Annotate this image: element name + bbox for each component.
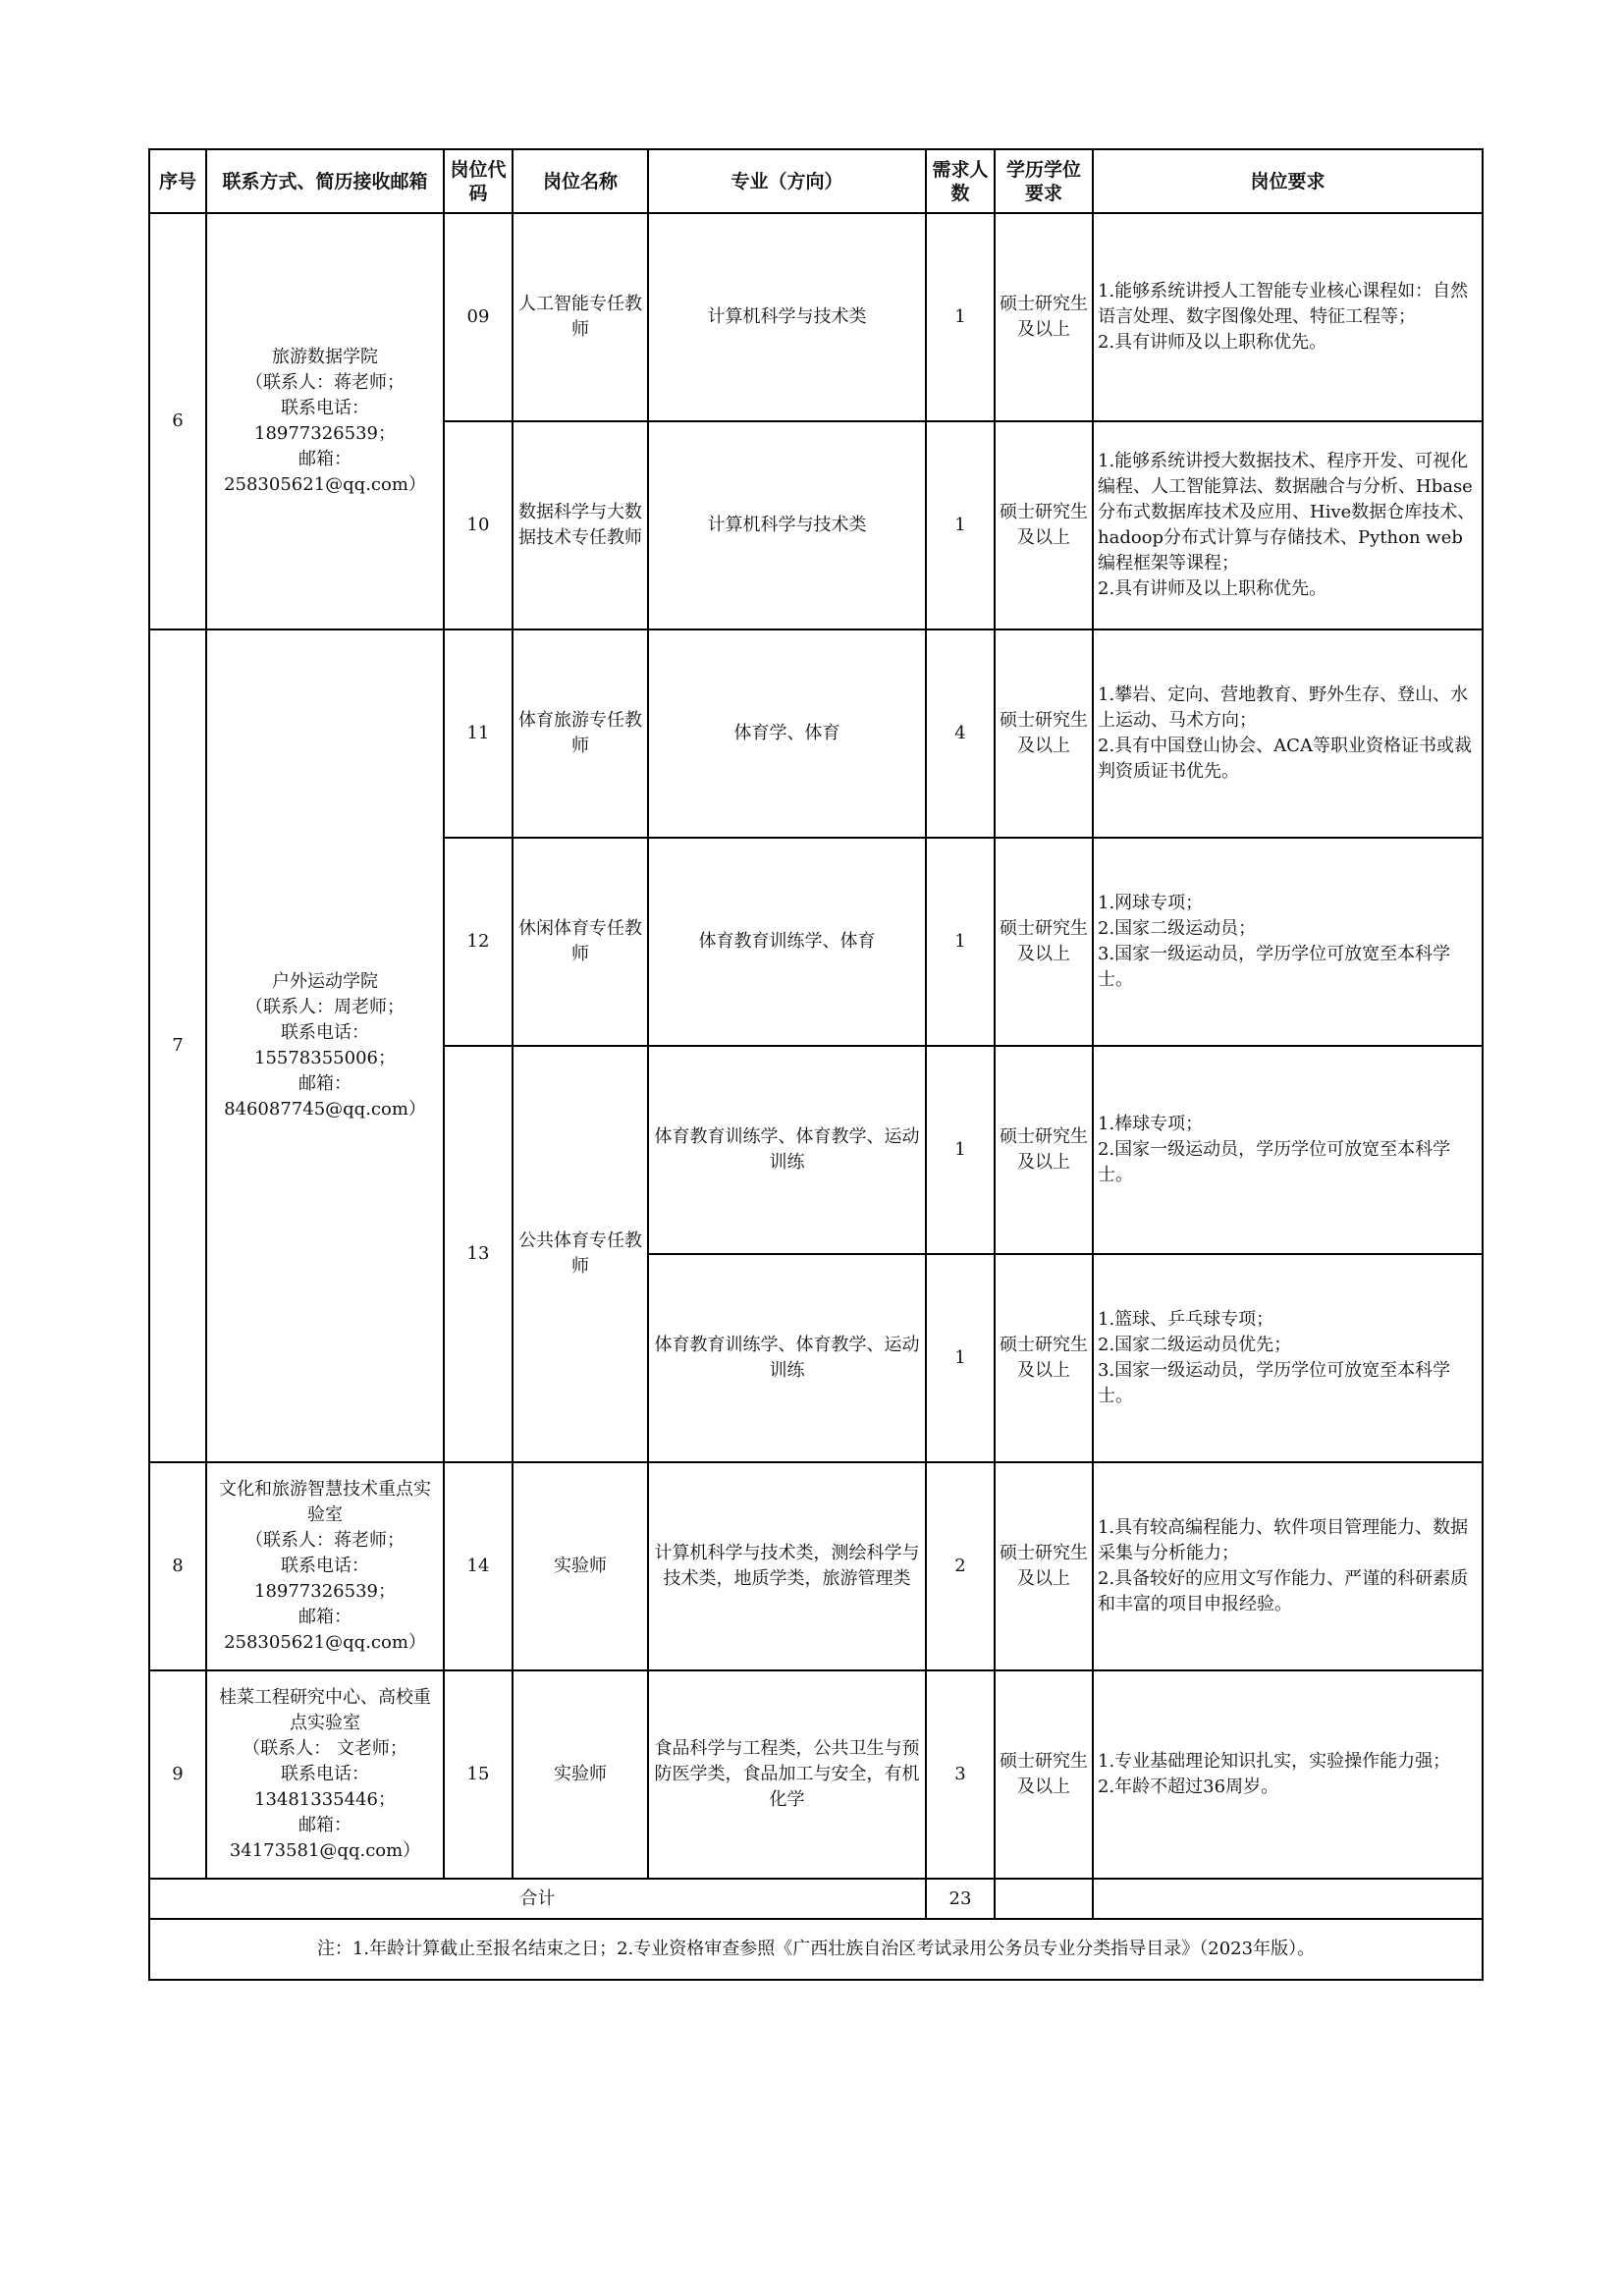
count-cell: 4 [926, 629, 995, 838]
table-row [149, 1462, 1483, 1670]
major-cell: 计算机科学与技术类 [648, 213, 926, 421]
requirements-cell: 1.篮球、乒乓球专项； 2.国家二级运动员优先； 3.国家一级运动员，学历学位可放宽至本科学士。 [1093, 1254, 1483, 1462]
contact-cell: 旅游数据学院 （联系人：蒋老师； 联系电话： 18977326539； 邮箱： 258305621@qq.com） [206, 213, 444, 629]
edu-cell: 硕士研究生及以上 [995, 421, 1093, 629]
requirements-cell: 1.能够系统讲授大数据技术、程序开发、可视化编程、人工智能算法、数据融合与分析、Hbase分布式数据库技术及应用、Hive数据仓库技术、hadoop分布式计算与存储技术、Python web编程框架等课程； 2.具有讲师及以上职称优先。 [1093, 421, 1483, 629]
edu-cell: 硕士研究生及以上 [995, 629, 1093, 838]
header-count: 需求人数 [926, 149, 995, 213]
major-cell: 计算机科学与技术类，测绘科学与技术类，地质学类，旅游管理类 [648, 1462, 926, 1670]
position-name-cell: 实验师 [513, 1670, 648, 1879]
note-row [149, 1919, 1483, 1980]
code-cell: 11 [444, 629, 513, 838]
header-major: 专业（方向） [648, 149, 926, 213]
requirements-cell: 1.攀岩、定向、营地教育、野外生存、登山、水上运动、马术方向； 2.具有中国登山协会、ACA等职业资格证书或裁判资质证书优先。 [1093, 629, 1483, 838]
contact-cell: 户外运动学院 （联系人：周老师； 联系电话： 15578355006； 邮箱： 846087745@qq.com） [206, 629, 444, 1462]
code-cell: 10 [444, 421, 513, 629]
total-label: 合计 [149, 1879, 926, 1919]
count-cell: 1 [926, 213, 995, 421]
table-row [149, 213, 1483, 421]
header-edu: 学历学位要求 [995, 149, 1093, 213]
contact-cell: 文化和旅游智慧技术重点实验室 （联系人：蒋老师； 联系电话： 18977326539； 邮箱： 258305621@qq.com） [206, 1462, 444, 1670]
position-name-cell: 公共体育专任教师 [513, 1046, 648, 1462]
count-cell: 1 [926, 421, 995, 629]
position-name-cell: 体育旅游专任教师 [513, 629, 648, 838]
edu-cell: 硕士研究生及以上 [995, 213, 1093, 421]
major-cell: 食品科学与工程类，公共卫生与预防医学类，食品加工与安全，有机化学 [648, 1670, 926, 1879]
seq-cell: 6 [149, 213, 206, 629]
header-code: 岗位代码 [444, 149, 513, 213]
header-contact: 联系方式、简历接收邮箱 [206, 149, 444, 213]
total-count: 23 [926, 1879, 995, 1919]
requirements-cell: 1.具有较高编程能力、软件项目管理能力、数据采集与分析能力； 2.具备较好的应用文写作能力、严谨的科研素质和丰富的项目申报经验。 [1093, 1462, 1483, 1670]
position-name-cell: 休闲体育专任教师 [513, 838, 648, 1046]
edu-cell: 硕士研究生及以上 [995, 1254, 1093, 1462]
count-cell: 2 [926, 1462, 995, 1670]
recruitment-table [148, 148, 1484, 1981]
position-name-cell: 实验师 [513, 1462, 648, 1670]
total-row [149, 1879, 1483, 1919]
edu-cell: 硕士研究生及以上 [995, 838, 1093, 1046]
note-text: 注：1.年龄计算截止至报名结束之日；2.专业资格审查参照《广西壮族自治区考试录用公务员专业分类指导目录》（2023年版）。 [149, 1919, 1483, 1980]
position-name-cell: 人工智能专任教师 [513, 213, 648, 421]
seq-cell: 8 [149, 1462, 206, 1670]
major-cell: 体育教育训练学、体育教学、运动训练 [648, 1254, 926, 1462]
requirements-cell: 1.网球专项； 2.国家二级运动员； 3.国家一级运动员，学历学位可放宽至本科学士。 [1093, 838, 1483, 1046]
edu-cell: 硕士研究生及以上 [995, 1670, 1093, 1879]
table-row [149, 1670, 1483, 1879]
code-cell: 15 [444, 1670, 513, 1879]
major-cell: 体育教育训练学、体育教学、运动训练 [648, 1046, 926, 1254]
total-blank-cell [1093, 1879, 1483, 1919]
count-cell: 1 [926, 838, 995, 1046]
count-cell: 1 [926, 1046, 995, 1254]
code-cell: 13 [444, 1046, 513, 1462]
header-row [149, 149, 1483, 213]
code-cell: 09 [444, 213, 513, 421]
major-cell: 体育教育训练学、体育 [648, 838, 926, 1046]
header-requirements: 岗位要求 [1093, 149, 1483, 213]
edu-cell: 硕士研究生及以上 [995, 1462, 1093, 1670]
header-seq: 序号 [149, 149, 206, 213]
requirements-cell: 1.能够系统讲授人工智能专业核心课程如：自然语言处理、数字图像处理、特征工程等； 2.具有讲师及以上职称优先。 [1093, 213, 1483, 421]
edu-cell: 硕士研究生及以上 [995, 1046, 1093, 1254]
requirements-cell: 1.专业基础理论知识扎实，实验操作能力强； 2.年龄不超过36周岁。 [1093, 1670, 1483, 1879]
table-row [149, 629, 1483, 838]
count-cell: 3 [926, 1670, 995, 1879]
count-cell: 1 [926, 1254, 995, 1462]
requirements-cell: 1.棒球专项； 2.国家一级运动员，学历学位可放宽至本科学士。 [1093, 1046, 1483, 1254]
major-cell: 计算机科学与技术类 [648, 421, 926, 629]
seq-cell: 9 [149, 1670, 206, 1879]
code-cell: 14 [444, 1462, 513, 1670]
code-cell: 12 [444, 838, 513, 1046]
contact-cell: 桂菜工程研究中心、高校重点实验室 （联系人： 文老师； 联系电话： 13481335446； 邮箱： 34173581@qq.com） [206, 1670, 444, 1879]
seq-cell: 7 [149, 629, 206, 1462]
position-name-cell: 数据科学与大数据技术专任教师 [513, 421, 648, 629]
major-cell: 体育学、体育 [648, 629, 926, 838]
total-blank-cell [995, 1879, 1093, 1919]
header-name: 岗位名称 [513, 149, 648, 213]
